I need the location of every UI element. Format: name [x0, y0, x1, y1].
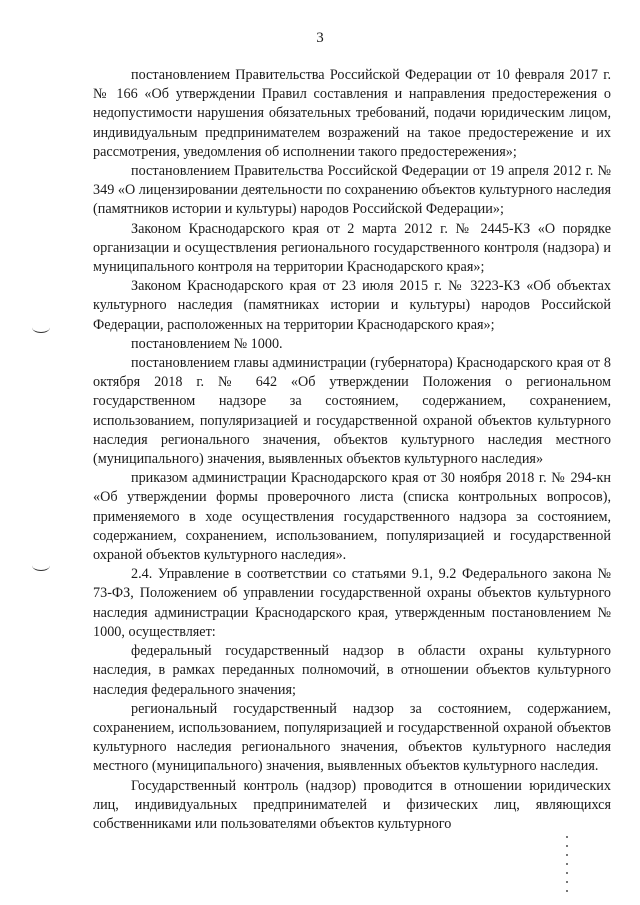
paragraph-11: Государственный контроль (надзор) проводится в отношении юридических лиц, индивидуальных предпринимателей и физических лиц, являющихся собственниками или пользователями объектов культурного [93, 777, 611, 832]
paragraph-8: 2.4. Управление в соответствии со статьями 9.1, 9.2 Федерального закона № 73-ФЗ, Положением об управлении государственной охраны объектов культурного наследия администрации Краснодарского края, утвержденным постановлением № 1000, осуществляет: [93, 566, 611, 640]
document-body [93, 66, 611, 834]
paragraph-1: постановлением Правительства Российской Федерации от 10 февраля 2017 г. № 166 «Об утверждении Правил составления и направления предостережения о недопустимости нарушения обязательных требований, подачи юридическим лицом, индивидуальным предпринимателем возражений на такое предостережение и их рассмотрения, уведомления об исполнении такого предостережения»; [93, 67, 611, 160]
binding-hole-mark-top [32, 322, 50, 333]
paragraph-10: региональный государственный надзор за состоянием, содержанием, сохранением, использованием, популяризацией и государственной охраной объектов культурного наследия регионального значения, объектов культурного наследия местного (муниципального) значения, выявленных объектов культурного наследия. [93, 700, 611, 775]
paragraph-9: федеральный государственный надзор в области охраны культурного наследия, в рамках переданных полномочий, в отношении объектов культурного наследия федерального значения; [93, 643, 611, 698]
scan-artifact-dots [566, 836, 568, 898]
paragraph-7: приказом администрации Краснодарского края от 30 ноября 2018 г. № 294-кн «Об утверждении формы проверочного листа (списка контрольных вопросов), применяемого в ходе осуществления государственного надзора за состоянием, содержанием, сохранением, использованием, популяризацией и государственной охраной объектов культурного наследия». [93, 470, 611, 564]
paragraph-6: постановлением главы администрации (губернатора) Краснодарского края от 8 октября 2018 г. № 642 «Об утверждении Положения о региональном государственном надзоре за состоянием, содержанием, сохранением, использованием, популяризацией и государственной охраной объектов культурного наследия регионального значения, объектов культурного наследия местного (муниципального) значения, выявленных объектов культурного наследия» [93, 355, 611, 468]
paragraph-2: постановлением Правительства Российской Федерации от 19 апреля 2012 г. № 349 «О лицензировании деятельности по сохранению объектов культурного наследия (памятников истории и культуры) народов Российской Федерации»; [93, 163, 611, 218]
binding-hole-mark-bottom [32, 560, 50, 571]
paragraph-5: постановлением № 1000. [131, 335, 283, 352]
paragraph-4: Законом Краснодарского края от 23 июля 2015 г. № 3223-КЗ «Об объектах культурного наследия (памятниках истории и культуры) народов Российской Федерации, расположенных на территории Краснодарского края»; [93, 278, 611, 333]
page-number: 3 [316, 30, 324, 46]
paragraph-3: Законом Краснодарского края от 2 марта 2012 г. № 2445-КЗ «О порядке организации и осуществления регионального государственного контроля (надзора) и муниципального контроля на территории Краснодарского края»; [93, 220, 611, 276]
